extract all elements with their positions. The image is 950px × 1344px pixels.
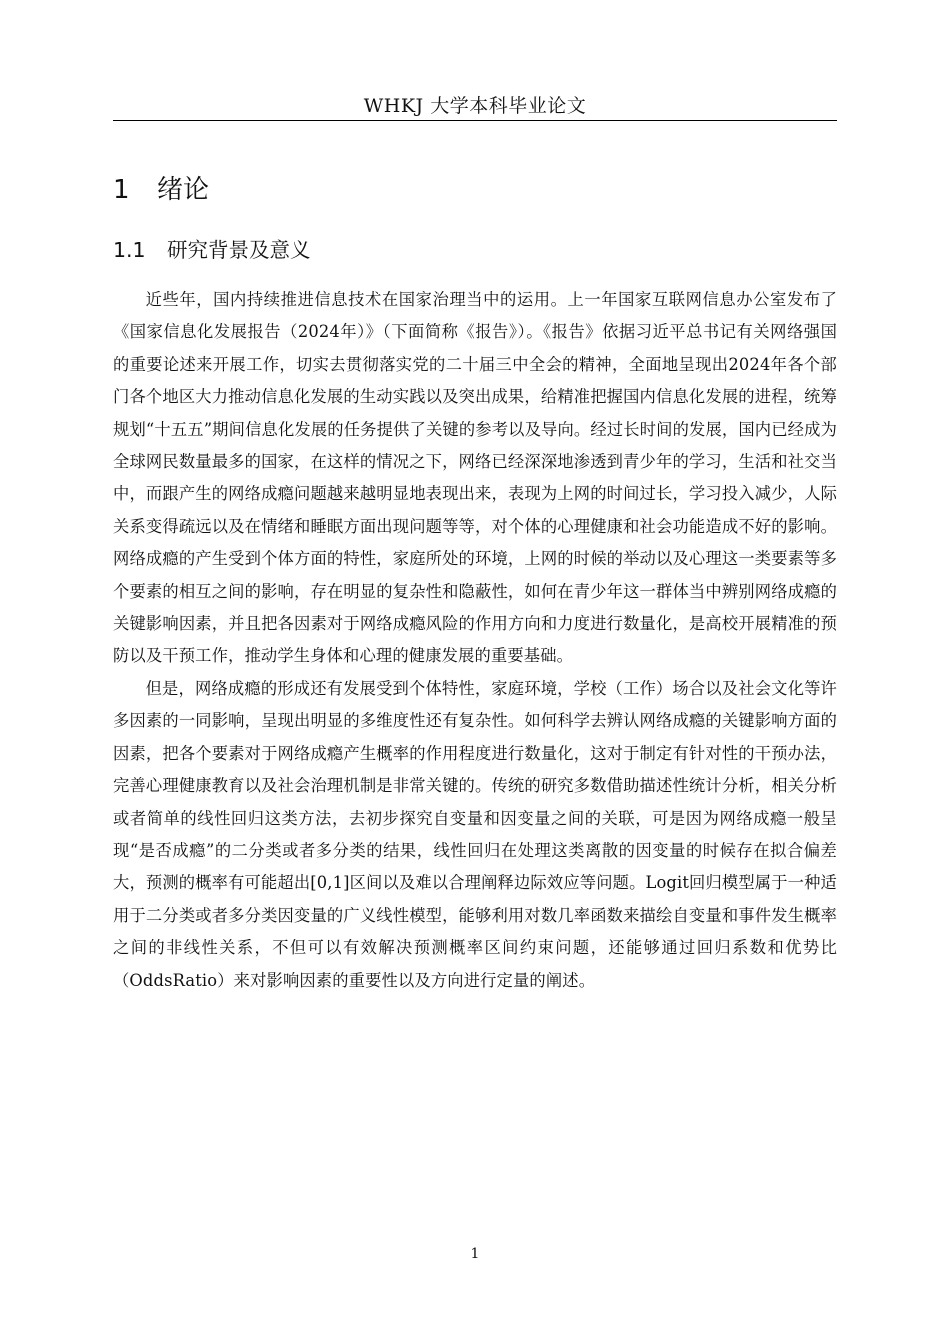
section-heading [113, 233, 311, 267]
chapter-number: 1 [113, 175, 130, 205]
body-text [113, 284, 837, 997]
section-title: 研究背景及意义 [167, 238, 311, 262]
chapter-heading [113, 170, 209, 210]
chapter-title: 绪论 [157, 175, 210, 205]
section-number: 1.1 [113, 238, 146, 262]
page-number: 1 [470, 1246, 480, 1262]
paragraph: 但是，网络成瘾的形成还有发展受到个体特性，家庭环境，学校（工作）场合以及社会文化等许多因素的一同影响，呈现出明显的多维度性还有复杂性。如何科学去辨认网络成瘾的关键影响方面的因素，把各个要素对于网络成瘾产生概率的作用程度进行数量化，这对于制定有针对性的干预办法，完善心理健康教育以及社会治理机制是非常关键的。传统的研究多数借助描述性统计分析，相关分析或者简单的线性回归这类方法，去初步探究自变量和因变量之间的关联，可是因为网络成瘾一般呈现“是否成瘾”的二分类或者多分类的结果，线性回归在处理这类离散的因变量的时候存在拟合偏差大，预测的概率有可能超出[0,1]区间以及难以合理阐释边际效应等问题。Logit回归模型属于一种适用于二分类或者多分类因变量的广义线性模型，能够利用对数几率函数来描绘自变量和事件发生概率之间的非线性关系，不但可以有效解决预测概率区间约束问题，还能够通过回归系数和优势比（OddsRatio）来对影响因素的重要性以及方向进行定量的阐述。 [113, 678, 837, 990]
page-header [113, 92, 837, 121]
header-title: WHKJ 大学本科毕业论文 [363, 95, 587, 117]
paragraph: 近些年，国内持续推进信息技术在国家治理当中的运用。上一年国家互联网信息办公室发布了《国家信息化发展报告（2024年）》（下面简称《报告》）。《报告》依据习近平总书记有关网络强国的重要论述来开展工作，切实去贯彻落实党的二十届三中全会的精神，全面地呈现出2024年各个部门各个地区大力推动信息化发展的生动实践以及突出成果，给精准把握国内信息化发展的进程，统筹规划“十五五”期间信息化发展的任务提供了关键的参考以及导向。经过长时间的发展，国内已经成为全球网民数量最多的国家，在这样的情况之下，网络已经深深地渗透到青少年的学习，生活和社交当中，而跟产生的网络成瘾问题越来越明显地表现出来，表现为上网的时间过长，学习投入减少，人际关系变得疏远以及在情绪和睡眠方面出现问题等等，对个体的心理健康和社会功能造成不好的影响。网络成瘾的产生受到个体方面的特性，家庭所处的环境，上网的时候的举动以及心理这一类要素等多个要素的相互之间的影响，存在明显的复杂性和隐蔽性，如何在青少年这一群体当中辨别网络成瘾的关键影响因素，并且把各因素对于网络成瘾风险的作用方向和力度进行数量化，是高校开展精准的预防以及干预工作，推动学生身体和心理的健康发展的重要基础。 [113, 290, 837, 666]
